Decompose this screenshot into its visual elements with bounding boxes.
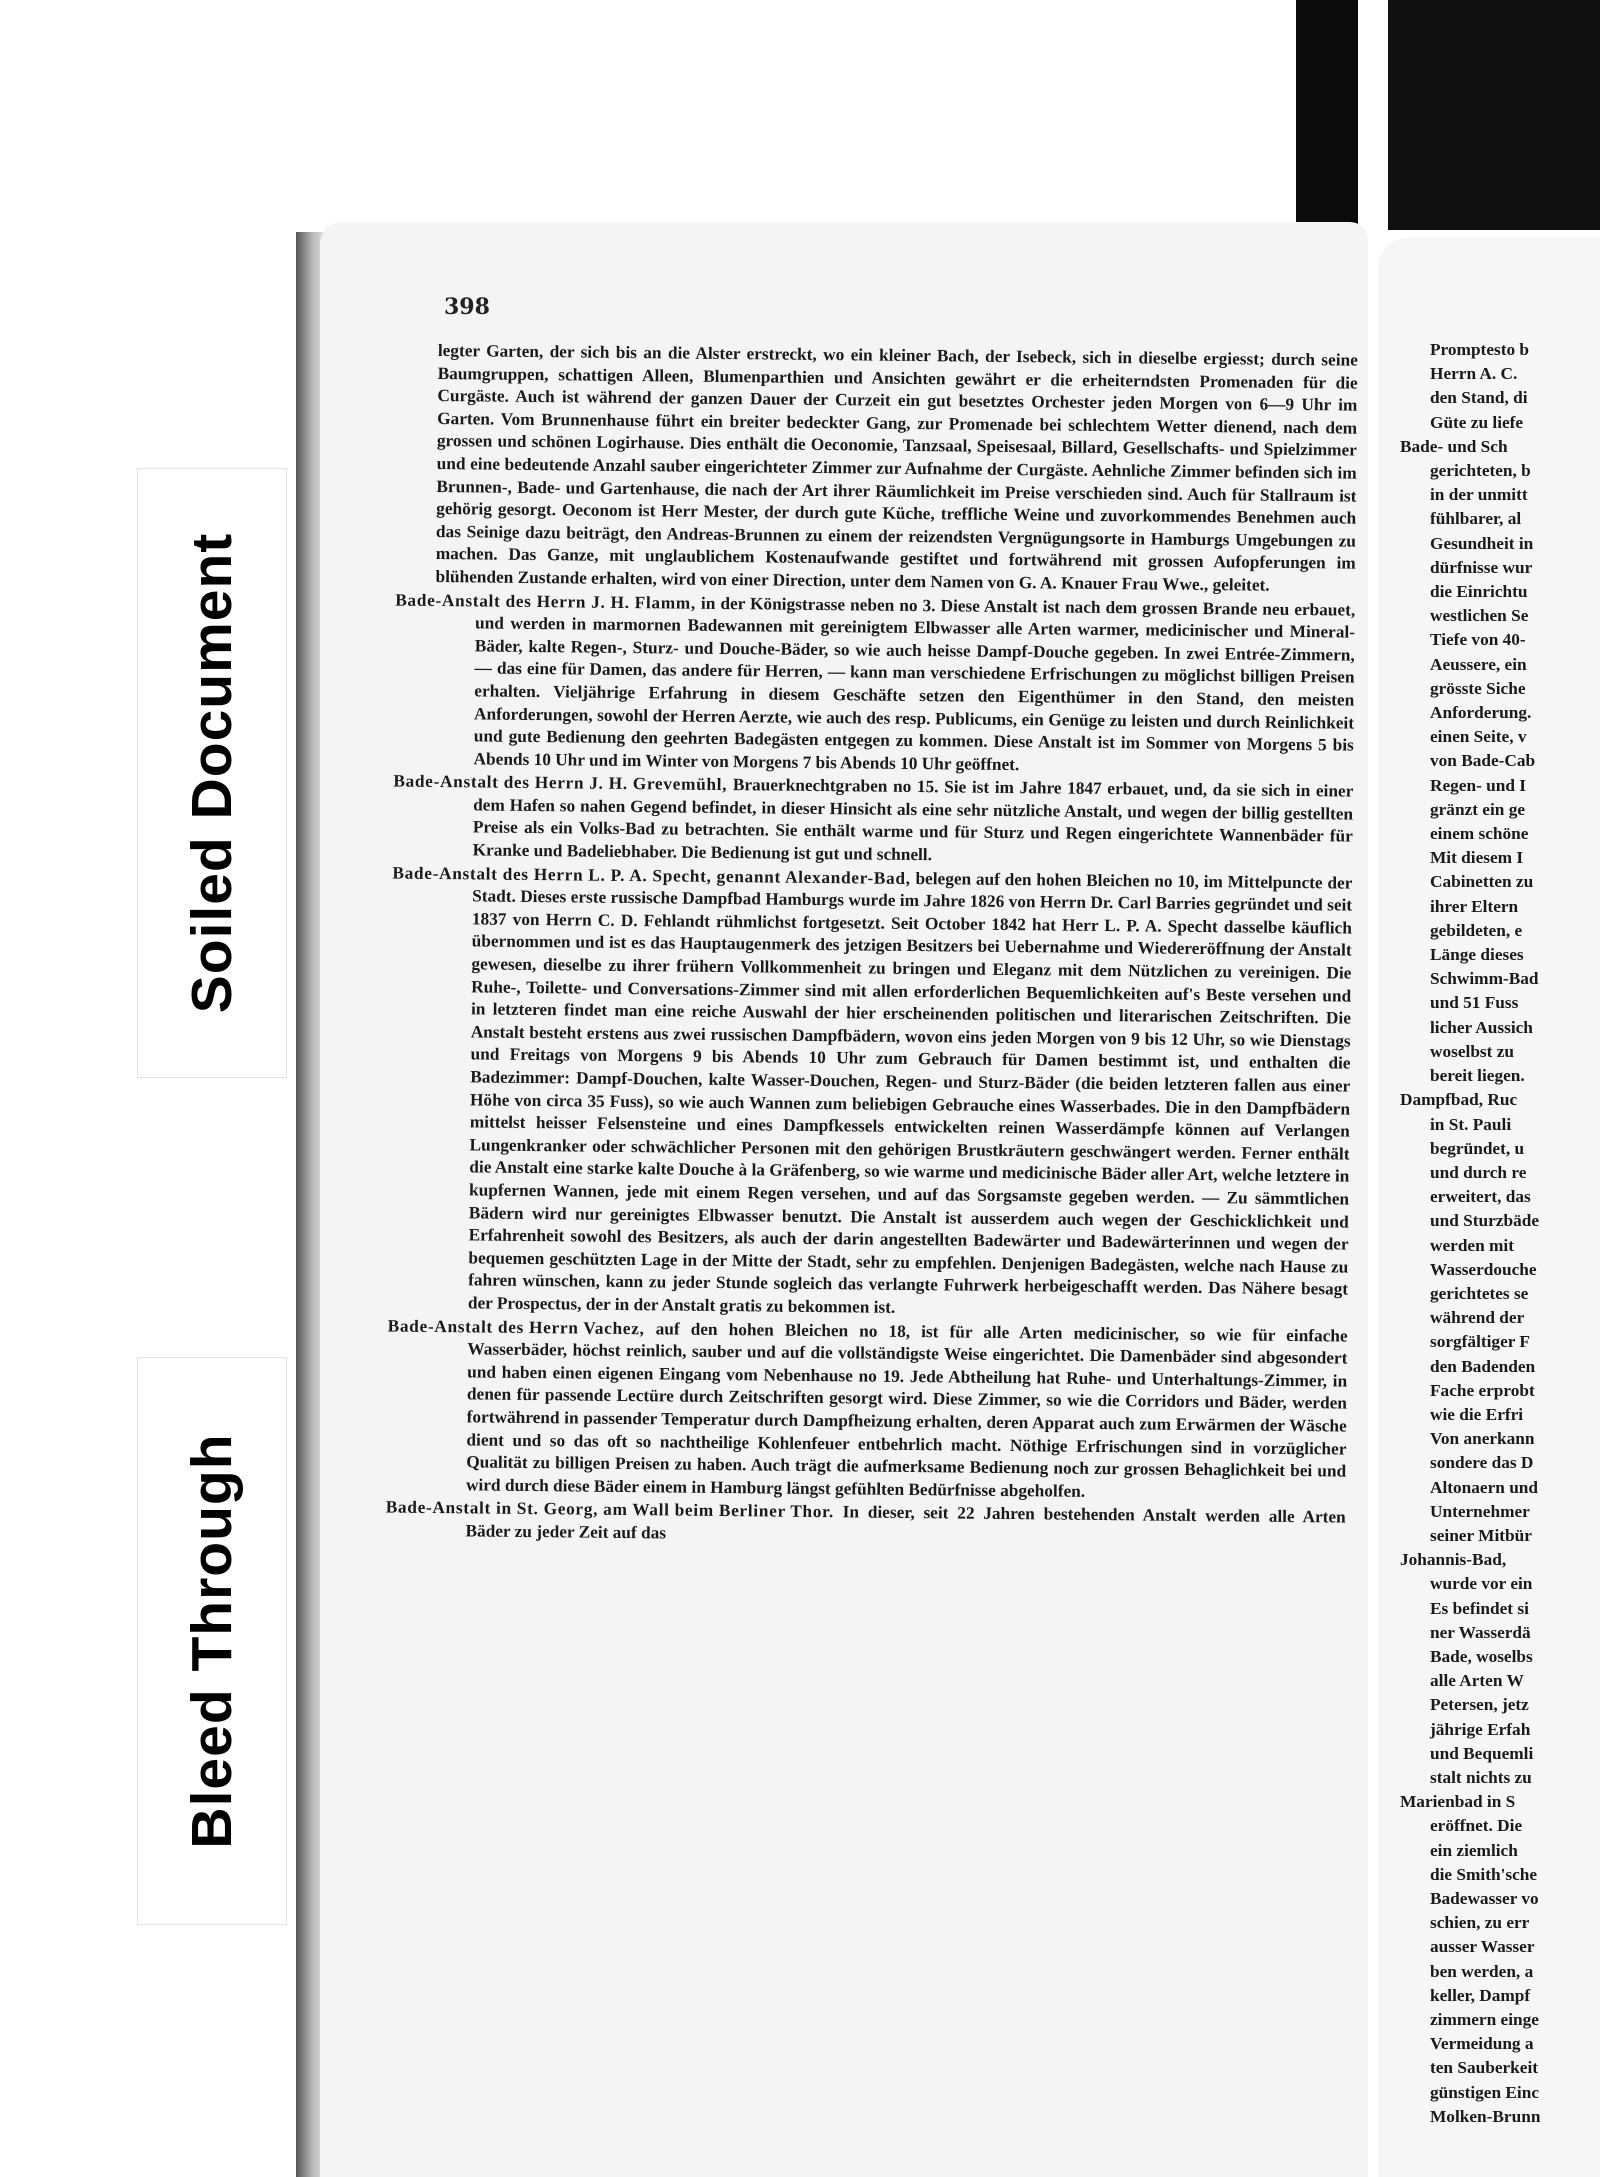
text-line: Schwimm-Bad [1430,969,1539,989]
left-page-text [385,340,1358,1552]
paragraph-heading: Bade-Anstalt des Herrn J. H. Flamm, [395,590,697,613]
right-page-text [1400,338,1600,2129]
text-line: Regen- und I [1430,775,1527,795]
text-line: Dampfbad, Ruc [1400,1090,1518,1110]
text-line: Bade- und Sch [1400,436,1508,456]
text-line: gerichtetes se [1430,1283,1529,1303]
text-line: Molken-Brunn [1430,2106,1541,2126]
text-line: ner Wasserdä [1430,1622,1531,1642]
paragraph-heading: Bade-Anstalt in St. Georg, am Wall beim Berliner Thor. [385,1497,834,1522]
text-line: Es befindet si [1430,1598,1529,1618]
text-line: ausser Wasser [1430,1937,1535,1957]
paragraph-text: In dieser, seit 22 Jahren bestehenden Anstalt werden alle Arten Bäder zu jeder Zeit auf das [465,1502,1346,1543]
text-line: gerichteten, b [1430,461,1531,481]
text-line: westlichen Se [1430,606,1529,626]
text-line: ten Sauberkeit [1430,2058,1539,2078]
text-line: gebildeten, e [1430,920,1523,940]
text-line: Johannis-Bad, [1400,1550,1507,1570]
text-line: Von anerkann [1430,1429,1535,1449]
text-line: einen Seite, v [1430,727,1527,747]
soiled-document-label [137,468,287,1078]
text-line: in St. Pauli [1430,1114,1512,1134]
paragraph [393,771,1354,871]
text-line: Anforderung. [1430,703,1532,723]
text-line: ben werden, a [1430,1961,1534,1981]
text-line: begründet, u [1430,1138,1525,1158]
right-page [1378,238,1600,2177]
paragraph-heading: Bade-Anstalt des Herrn L. P. A. Specht, genannt Alexander-Bad, [392,863,911,888]
text-line: in der unmitt [1430,485,1528,505]
text-line: von Bade-Cab [1430,751,1536,771]
text-line: Tiefe von 40- [1430,630,1526,650]
text-line: Aeussere, ein [1430,654,1527,674]
text-line: ein ziemlich [1430,1840,1518,1860]
text-line: den Badenden [1430,1356,1536,1376]
paragraph-heading: Bade-Anstalt des Herrn J. H. Grevemühl, [393,771,728,795]
paragraph [395,590,1356,780]
text-line: Mit diesem I [1430,848,1524,868]
text-line: Marienbad in S [1400,1792,1516,1812]
text-line: Promptesto b [1430,340,1530,359]
soiled-document-label-text: Soiled Document [180,532,244,1014]
text-line: ihrer Eltern [1430,896,1519,916]
text-line: Fache erprobt [1430,1380,1535,1400]
text-line: zimmern einge [1430,2010,1539,2030]
bleed-through-label [137,1357,287,1925]
text-line: und Bequemli [1430,1743,1534,1763]
text-line: stalt nichts zu [1430,1767,1532,1787]
text-line: Gesundheit in [1430,533,1534,553]
text-line: die Smith'sche [1430,1864,1538,1884]
scan-dark-corner [1388,0,1600,230]
text-line: gränzt ein ge [1430,799,1526,819]
text-line: woselbst zu [1430,1041,1515,1061]
text-line: sorgfältiger F [1430,1332,1530,1352]
text-line: während der [1430,1308,1525,1328]
text-line: alle Arten W [1430,1671,1524,1691]
text-line: Wasserdouche [1430,1259,1537,1279]
text-line: wurde vor ein [1430,1574,1533,1594]
text-line: Cabinetten zu [1430,872,1534,892]
text-line: die Einrichtu [1430,582,1528,602]
text-line: Altonaern und [1430,1477,1539,1497]
paragraph-heading: Bade-Anstalt des Herrn Vachez, [387,1316,645,1338]
text-line: Herrn A. C. [1430,364,1518,384]
text-line: licher Aussich [1430,1017,1533,1037]
text-line: werden mit [1430,1235,1514,1255]
bleed-through-label-text: Bleed Through [180,1433,244,1849]
text-line: und durch re [1430,1162,1527,1182]
text-line: den Stand, di [1430,388,1528,408]
text-line: sondere das D [1430,1453,1534,1473]
text-line: günstigen Einc [1430,2082,1539,2102]
text-line: einem schöne [1430,824,1529,844]
paragraph-text: in der Königstrasse neben no 3. Diese Anstalt ist nach dem grossen Brande neu erbauet, und werden in marmornen Badewannen mit gereinigtem Elbwasser alle Arten warmer, medicinischer und Mineral-Bäder, kalte Regen-, Sturz- und Douche-Bäder, so wie auch heisse Dampf-Douche gegeben. In zwei Entrée-Zimmern, — das eine für Damen, das andere für Herren, — kann man verschiedene Erfrischungen zu möglichst billigen Preisen erhalten. Vieljährige Erfahrung in diesem Geschäfte setzen den Eigenthümer in den Stand, den meisten Anforderungen, sowohl der Herren Aerzte, wie auch des resp. Publicums, ein Genüge zu leisten und durch Reinlichkeit und gute Bedienung den geehrten Badegästen entgegen zu kommen. Diese Anstalt ist im Sommer von Morgens 5 bis Abends 10 Uhr und im Winter von Morgens 7 bis Abends 10 Uhr geöffnet. [473,593,1356,774]
text-line: und 51 Fuss [1430,993,1519,1013]
paragraph [435,340,1358,598]
text-line: schien, zu err [1430,1913,1530,1933]
left-page [320,222,1368,2177]
text-line: Länge dieses [1430,945,1524,965]
paragraph-text: auf den hohen Bleichen no 18, ist für alle Arten medicinischer, so wie für einfache Wasserbäder, höchst reinlich, sauber und auf die vollständigste Weise eingerichtet. Die Damenbäder sind abgesondert und haben einen eigenen Eingang vom Nebenhause no 19. Jede Abtheilung hat Ruhe- und Unterhaltungs-Zimmer, in denen für passende Lectüre durch Zeitschriften gesorgt wird. Diese Zimmer, so wie die Corridors und Bäder, werden fortwährend in passender Temperatur durch Dampfheizung erhalten, deren Apparat auch zum Erwärmen der Wäsche dient und so das oft so nachtheilige Kohlenfeuer entbehrlich macht. Nöthige Erfrischungen sind in vorzüglicher Qualität zu billigen Preisen zu haben. Auch trägt die aufmerksame Bedienung noch zur grossen Behaglichkeit bei und wird durch diese Bäder einem in Hamburg längst gefühlten Bedürfnisse abgeholfen. [465,1318,1348,1501]
paragraph [387,1315,1348,1505]
text-line: Petersen, jetz [1430,1695,1529,1715]
text-line: Badewasser vo [1430,1889,1539,1908]
paragraph [392,863,1353,1324]
text-line: erweitert, das [1430,1187,1531,1207]
paragraph-text: Brauerknechtgraben no 15. Sie ist im Jahre 1847 erbauet, und, da sie sich in einer dem Hafen so nahen Gegend befindet, in dieser Hinsicht als eine sehr nützliche Anstalt, und wegen der billig gestellten Preise als ein Volks-Bad zu betrachten. Sie enthält warme und für Sturz und Regen eingerichtete Wannenbäder für Kranke und Badeliebhaber. Die Bedienung ist gut und schnell. [472,775,1354,865]
paragraph-text: legter Garten, der sich bis an die Alster erstreckt, wo ein kleiner Bach, der Isebeck, sich in dieselbe ergiesst; durch seine Baumgruppen, schattigen Alleen, Blumenparthien und Ansichten gewährt er die erheiterndsten Promenaden für die Curgäste. Auch ist während der ganzen Dauer der Curzeit ein gut besetztes Orchester jeden Morgen von 6—9 Uhr im Garten. Vom Brunnenhause führt ein breiter bedeckter Gang, zur Promenade bei schlechtem Wetter dienend, nach dem grossen und schönen Logirhause. Dies enthält die Oeconomie, Tanzsaal, Speisesaal, Billard, Gesellschafts- und Spielzimmer und eine bedeutende Anzahl sauber eingerichteter Zimmer zur Aufnahme der Curgäste. Aehnliche Zimmer befinden sich im Brunnen-, Bade- und Gartenhause, die nach der Art ihrer Räumlichkeit im Preise verschieden sind. Auch für Stallraum ist gehörig gesorgt. Oeconom ist Herr Mester, der durch gute Küche, treffliche Weine und zuvorkommendes Benehmen auch das Seinige dazu beiträgt, den Andreas-Brunnen zu einem der reizendsten Vergnügungsorte in Hamburgs Umgebungen zu machen. Das Ganze, mit unglaublichem Kostenaufwande gestiftet und fortwährend mit grossen Aufopferungen im blühenden Zustande erhalten, wird von einer Direction, unter dem Namen von G. A. Knauer Frau Wwe., geleitet. [435,340,1358,595]
text-line: grösste Siche [1430,678,1526,698]
text-line: Güte zu liefe [1430,412,1524,432]
text-line: jährige Erfah [1430,1719,1531,1739]
text-line: dürfnisse wur [1430,557,1533,577]
text-line: eröffnet. Die [1430,1816,1523,1836]
paragraph [385,1497,1346,1552]
text-line: Vermeidung a [1430,2034,1534,2054]
text-line: wie die Erfri [1430,1404,1524,1424]
paragraph-text: belegen auf den hohen Bleichen no 10, im Mittelpuncte der Stadt. Dieses erste russische Dampfbad Hamburgs wurde im Jahre 1826 von Herrn Dr. Carl Barries gegründet und seit 1837 von Herrn C. D. Fehlandt rühmlichst fortgesetzt. Seit October 1842 hat Herr L. P. A. Specht dasselbe käuflich übernommen und ist es das Hauptaugenmerk des jetzigen Besitzers bei Uebernahme und Wiedereröffnung der Anstalt gewesen, dieselbe zu ihrer frühern Vollkommenheit zu bringen und Eleganz mit dem Nützlichen zu vereinigen. Die Ruhe-, Toilette- und Conversations-Zimmer sind mit allen erforderlichen Bequemlichkeiten auf's Beste versehen und in letzteren findet man eine reiche Auswahl der hier erscheinenden politischen und literarischen Zeitschriften. Die Anstalt besteht erstens aus zwei russischen Dampfbädern, wovon eins jeden Morgen von 9 bis 12 Uhr, so wie Dienstags und Freitags von Morgens 9 bis Abends 10 Uhr zum Gebrauch für Damen bestimmt ist, und enthalten die Badezimmer: Dampf-Douchen, kalte Wasser-Douchen, Regen- und Sturz-Bäder (die beiden letzteren fallen aus einer Höhe von circa 35 Fuss), so wie auch Wannen zum beliebigen Gebrauche eines Wasserbades. Die in den Dampfbädern mittelst heisser Felsensteine und eines Dampfkessels entwickelten reinen Wasserdämpfe können auf Verlangen Lungenkranker oder schwächlicher Personen mit den gehörigen Brustkräutern geschwängert werden. Ferner enthält die Anstalt eine starke kalte Douche à la Gräfenberg, so wie warme und medicinische Bäder aller Art, welche letztere in kupfernen Wannen, jede mit einem Regen versehen, und auf das Sorgsamste gegeben werden. — Zu sämmtlichen Bädern wird nur gereinigtes Elbwasser benutzt. Die Anstalt ist ausserdem auch wegen der Geschicklichkeit und Erfahrenheit sowohl des Besitzers, als auch der darin angestellten Badewärter und Badewärterinnen und wegen der bequemen geschützten Lage in der Mitte der Stadt, sehr zu empfehlen. Denjenigen Badegästen, welche nach Hause zu fahren wünschen, kann zu jeder Stunde sogleich das verlangte Fuhrwerk herbeigeschafft werden. Das Nähere besagt der Prospectus, der in der Anstalt gratis zu bekommen ist. [467,868,1353,1317]
text-line: Bade, woselbs [1430,1646,1533,1666]
text-line: Unternehmer [1430,1501,1530,1521]
text-line: und Sturzbäde [1430,1211,1540,1231]
text-line: keller, Dampf [1430,1985,1531,2005]
text-line: bereit liegen. [1430,1066,1525,1086]
text-line: fühlbarer, al [1430,509,1522,529]
page-number: 398 [444,294,490,320]
text-line: seiner Mitbür [1430,1525,1532,1545]
